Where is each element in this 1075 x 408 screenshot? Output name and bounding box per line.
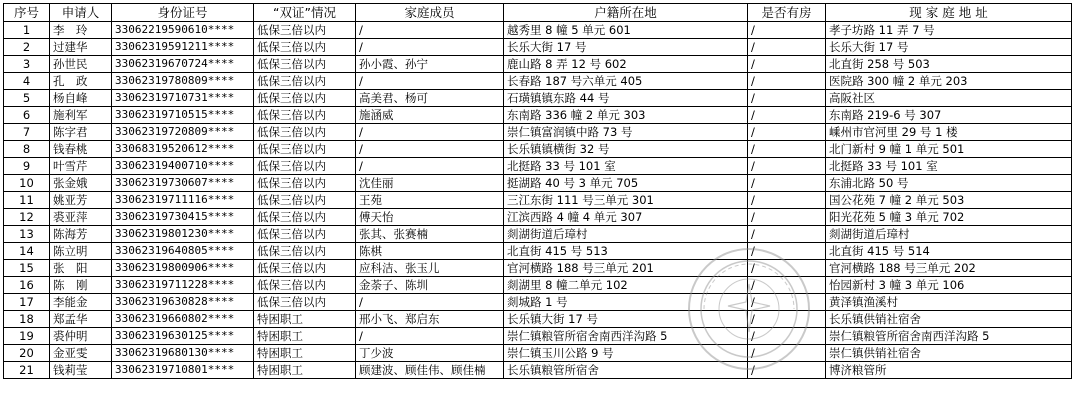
cell-id-number: 33068319520612**** [112,141,254,158]
cell-family-members: / [356,141,504,158]
cell-id-number: 33062319680130**** [112,345,254,362]
cell-id-number: 33062319711228**** [112,277,254,294]
cell-family-members: 孙小霞、孙宁 [356,56,504,73]
cell-registered-residence: 剡湖里 8 幢二单元 102 [504,277,748,294]
cell-owns-house: / [748,294,826,311]
cell-id-number: 33062319670724**** [112,56,254,73]
cell-certificate-status: 低保三倍以内 [254,141,356,158]
cell-family-members: 陈棋 [356,243,504,260]
cell-certificate-status: 特困职工 [254,362,356,379]
header-id-number: 身份证号 [112,4,254,22]
cell-index: 19 [4,328,50,345]
cell-registered-residence: 崇仁镇粮管所宿舍南西洋沟路 5 [504,328,748,345]
cell-owns-house: / [748,192,826,209]
table-row [4,107,1072,124]
cell-registered-residence: 北直街 415 号 513 [504,243,748,260]
cell-owns-house: / [748,90,826,107]
cell-family-members: / [356,124,504,141]
cell-certificate-status: 低保三倍以内 [254,22,356,39]
cell-registered-residence: 崇仁镇玉川公路 9 号 [504,345,748,362]
table-row [4,260,1072,277]
cell-family-members: / [356,158,504,175]
cell-index: 3 [4,56,50,73]
cell-family-members: 应科洁、张玉儿 [356,260,504,277]
cell-family-members: 施涵威 [356,107,504,124]
cell-certificate-status: 特困职工 [254,311,356,328]
cell-registered-residence: 剡湖街道后璋村 [504,226,748,243]
cell-applicant: 陈海芳 [50,226,112,243]
cell-index: 10 [4,175,50,192]
cell-index: 14 [4,243,50,260]
cell-owns-house: / [748,209,826,226]
cell-registered-residence: 长春路 187 号六单元 405 [504,73,748,90]
cell-certificate-status: 低保三倍以内 [254,175,356,192]
cell-current-address: 怡园新村 3 幢 3 单元 106 [826,277,1072,294]
cell-applicant: 陈 刚 [50,277,112,294]
table-row [4,141,1072,158]
cell-registered-residence: 东南路 336 幢 2 单元 303 [504,107,748,124]
cell-applicant: 陈字君 [50,124,112,141]
housing-applicants-table [3,3,1072,379]
cell-index: 21 [4,362,50,379]
cell-id-number: 33062319710731**** [112,90,254,107]
cell-current-address: 国公花苑 7 幢 2 单元 503 [826,192,1072,209]
cell-current-address: 剡湖街道后璋村 [826,226,1072,243]
cell-current-address: 博济粮管所 [826,362,1072,379]
cell-applicant: 裘仲明 [50,328,112,345]
cell-owns-house: / [748,124,826,141]
cell-registered-residence: 长乐镇大街 17 号 [504,311,748,328]
cell-certificate-status: 低保三倍以内 [254,158,356,175]
cell-index: 13 [4,226,50,243]
cell-index: 9 [4,158,50,175]
table-row [4,243,1072,260]
table-row [4,311,1072,328]
cell-owns-house: / [748,107,826,124]
cell-id-number: 33062319710801**** [112,362,254,379]
table-row [4,226,1072,243]
cell-certificate-status: 低保三倍以内 [254,192,356,209]
cell-owns-house: / [748,175,826,192]
cell-owns-house: / [748,362,826,379]
cell-owns-house: / [748,311,826,328]
cell-id-number: 33062319720809**** [112,124,254,141]
cell-index: 1 [4,22,50,39]
header-family-members: 家庭成员 [356,4,504,22]
cell-family-members: 沈佳丽 [356,175,504,192]
cell-family-members: / [356,39,504,56]
cell-certificate-status: 低保三倍以内 [254,277,356,294]
cell-certificate-status: 低保三倍以内 [254,56,356,73]
cell-registered-residence: 崇仁镇富润镇中路 73 号 [504,124,748,141]
cell-applicant: 张 阳 [50,260,112,277]
table-row [4,56,1072,73]
cell-registered-residence: 石璜镇镇东路 44 号 [504,90,748,107]
cell-index: 8 [4,141,50,158]
cell-registered-residence: 三江东街 111 号三单元 301 [504,192,748,209]
cell-id-number: 33062319711116**** [112,192,254,209]
cell-index: 12 [4,209,50,226]
cell-id-number: 33062319710515**** [112,107,254,124]
table-row [4,328,1072,345]
cell-applicant: 金亚雯 [50,345,112,362]
cell-family-members: / [356,22,504,39]
cell-current-address: 嵊州市官河里 29 号 1 楼 [826,124,1072,141]
cell-family-members: 王苑 [356,192,504,209]
cell-current-address: 长乐镇供销社宿舍 [826,311,1072,328]
cell-id-number: 33062319660802**** [112,311,254,328]
table-row [4,277,1072,294]
cell-certificate-status: 低保三倍以内 [254,226,356,243]
cell-certificate-status: 低保三倍以内 [254,209,356,226]
header-current-address: 现 家 庭 地 址 [826,4,1072,22]
table-row [4,22,1072,39]
cell-id-number: 33062319730607**** [112,175,254,192]
cell-owns-house: / [748,141,826,158]
header-applicant: 申请人 [50,4,112,22]
cell-applicant: 郑孟华 [50,311,112,328]
cell-current-address: 崇仁镇供销社宿舍 [826,345,1072,362]
cell-registered-residence: 北挺路 33 号 101 室 [504,158,748,175]
cell-current-address: 阳光花苑 5 幢 3 单元 702 [826,209,1072,226]
cell-owns-house: / [748,39,826,56]
cell-id-number: 33062319800906**** [112,260,254,277]
cell-index: 11 [4,192,50,209]
cell-current-address: 黄泽镇渔溪村 [826,294,1072,311]
cell-id-number: 33062219590610**** [112,22,254,39]
cell-current-address: 北挺路 33 号 101 室 [826,158,1072,175]
cell-current-address: 东浦北路 50 号 [826,175,1072,192]
cell-current-address: 孝子坊路 11 弄 7 号 [826,22,1072,39]
header-index: 序号 [4,4,50,22]
official-seal-watermark-icon [684,244,814,374]
cell-applicant: 叶雪芹 [50,158,112,175]
cell-family-members: 张其、张赛楠 [356,226,504,243]
cell-index: 5 [4,90,50,107]
cell-certificate-status: 低保三倍以内 [254,90,356,107]
cell-registered-residence: 官河横路 188 号三单元 201 [504,260,748,277]
cell-registered-residence: 越秀里 8 幢 5 单元 601 [504,22,748,39]
cell-family-members: / [356,73,504,90]
table-row [4,175,1072,192]
header-owns-house: 是否有房 [748,4,826,22]
cell-index: 16 [4,277,50,294]
table-header-row [4,4,1072,22]
cell-certificate-status: 低保三倍以内 [254,107,356,124]
cell-current-address: 北直街 258 号 503 [826,56,1072,73]
cell-applicant: 李 玲 [50,22,112,39]
cell-index: 4 [4,73,50,90]
cell-certificate-status: 低保三倍以内 [254,124,356,141]
cell-applicant: 孔 政 [50,73,112,90]
cell-applicant: 孙世民 [50,56,112,73]
cell-registered-residence: 长乐大街 17 号 [504,39,748,56]
cell-owns-house: / [748,22,826,39]
table-row [4,192,1072,209]
table-row [4,90,1072,107]
cell-certificate-status: 低保三倍以内 [254,294,356,311]
cell-id-number: 33062319630828**** [112,294,254,311]
cell-certificate-status: 特困职工 [254,345,356,362]
cell-certificate-status: 低保三倍以内 [254,73,356,90]
cell-registered-residence: 江滨西路 4 幢 4 单元 307 [504,209,748,226]
cell-current-address: 长乐大街 17 号 [826,39,1072,56]
cell-applicant: 施利军 [50,107,112,124]
cell-owns-house: / [748,243,826,260]
header-registered-residence: 户籍所在地 [504,4,748,22]
table-row [4,345,1072,362]
cell-registered-residence: 长乐镇粮管所宿舍 [504,362,748,379]
table-row [4,362,1072,379]
cell-current-address: 官河横路 188 号三单元 202 [826,260,1072,277]
cell-id-number: 33062319591211**** [112,39,254,56]
table-row [4,124,1072,141]
cell-applicant: 张金娥 [50,175,112,192]
cell-registered-residence: 挺湖路 40 号 3 单元 705 [504,175,748,192]
cell-owns-house: / [748,260,826,277]
cell-certificate-status: 低保三倍以内 [254,243,356,260]
cell-family-members: / [356,294,504,311]
cell-index: 6 [4,107,50,124]
cell-family-members: 金荼子、陈圳 [356,277,504,294]
cell-applicant: 姚亚芳 [50,192,112,209]
cell-current-address: 东南路 219-6 号 307 [826,107,1072,124]
cell-current-address: 高阪社区 [826,90,1072,107]
cell-current-address: 崇仁镇粮管所宿舍南西洋沟路 5 [826,328,1072,345]
cell-index: 7 [4,124,50,141]
cell-owns-house: / [748,56,826,73]
cell-certificate-status: 低保三倍以内 [254,39,356,56]
cell-index: 18 [4,311,50,328]
cell-id-number: 33062319780809**** [112,73,254,90]
table-row [4,158,1072,175]
cell-family-members: / [356,328,504,345]
cell-index: 17 [4,294,50,311]
cell-id-number: 33062319640805**** [112,243,254,260]
cell-family-members: 傅天怡 [356,209,504,226]
cell-index: 15 [4,260,50,277]
cell-current-address: 北直街 415 号 514 [826,243,1072,260]
table-row [4,73,1072,90]
cell-current-address: 医院路 300 幢 2 单元 203 [826,73,1072,90]
cell-owns-house: / [748,73,826,90]
header-certificate-status: “双证”情况 [254,4,356,22]
cell-owns-house: / [748,226,826,243]
cell-family-members: 顾建波、顾佳伟、顾佳楠 [356,362,504,379]
cell-family-members: 高美君、杨可 [356,90,504,107]
table-row [4,294,1072,311]
cell-id-number: 33062319730415**** [112,209,254,226]
cell-registered-residence: 鹿山路 8 弄 12 号 602 [504,56,748,73]
cell-certificate-status: 特困职工 [254,328,356,345]
cell-current-address: 北门新村 9 幢 1 单元 501 [826,141,1072,158]
cell-owns-house: / [748,345,826,362]
table-row [4,39,1072,56]
cell-applicant: 李能金 [50,294,112,311]
cell-owns-house: / [748,328,826,345]
cell-id-number: 33062319630125**** [112,328,254,345]
cell-applicant: 钱莉莹 [50,362,112,379]
cell-family-members: 邢小飞、郑启东 [356,311,504,328]
cell-owns-house: / [748,277,826,294]
table-row [4,209,1072,226]
cell-applicant: 裘亚萍 [50,209,112,226]
cell-applicant: 陈立明 [50,243,112,260]
cell-registered-residence: 剡城路 1 号 [504,294,748,311]
cell-index: 20 [4,345,50,362]
cell-applicant: 杨自峰 [50,90,112,107]
cell-registered-residence: 长乐镇镇横街 32 号 [504,141,748,158]
cell-family-members: 丁少波 [356,345,504,362]
cell-id-number: 33062319801230**** [112,226,254,243]
cell-id-number: 33062319400710**** [112,158,254,175]
cell-index: 2 [4,39,50,56]
cell-owns-house: / [748,158,826,175]
cell-applicant: 过建华 [50,39,112,56]
cell-applicant: 钱春桃 [50,141,112,158]
cell-certificate-status: 低保三倍以内 [254,260,356,277]
